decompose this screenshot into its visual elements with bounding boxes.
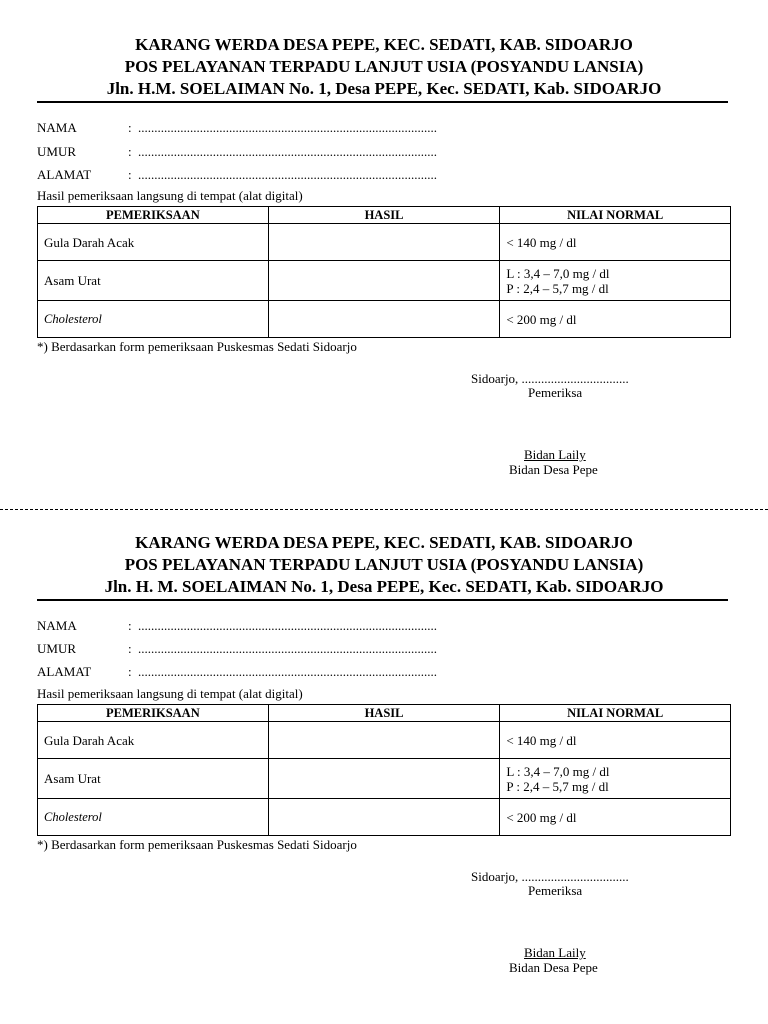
header-line-1: KARANG WERDA DESA PEPE, KEC. SEDATI, KAB. SIDOARJO [135,533,633,552]
normal-value [500,799,731,836]
field-blank: ............................................................................................ [138,167,437,182]
field-label: NAMA [37,120,77,135]
exam-result [268,799,500,836]
footnote: *) Berdasarkan form pemeriksaan Puskesmas Sedati Sidoarjo [37,339,357,354]
table-row [38,261,731,301]
table-row [38,722,731,759]
signature-role: Pemeriksa [528,883,583,898]
examination-form-2 [0,498,768,998]
exam-note: Hasil pemeriksaan langsung di tempat (alat digital) [37,188,303,203]
exam-name: Cholesterol [38,799,269,836]
field-colon: : [128,120,132,135]
signature-name: Bidan Laily [524,945,586,960]
field-colon: : [128,664,132,679]
exam-name: Gula Darah Acak [38,224,269,261]
table-header-row [38,207,731,224]
field-label: UMUR [37,144,77,159]
exam-note: Hasil pemeriksaan langsung di tempat (alat digital) [37,686,303,701]
exam-name: Asam Urat [38,261,269,301]
col-header-nilai-normal: NILAI NORMAL [500,207,731,224]
normal-line-female: P : 2,4 – 5,7 mg / dl [506,280,609,296]
exam-name: Asam Urat [38,759,269,799]
col-header-pemeriksaan: PEMERIKSAAN [38,207,269,224]
field-blank: ............................................................................................ [138,664,437,679]
normal-line: < 140 mg / dl [506,732,577,748]
signature-name: Bidan Laily [524,447,586,462]
normal-line: < 200 mg / dl [506,809,577,825]
col-header-nilai-normal: NILAI NORMAL [500,705,731,722]
col-header-pemeriksaan: PEMERIKSAAN [38,705,269,722]
header-divider [37,599,728,601]
header-line-1: KARANG WERDA DESA PEPE, KEC. SEDATI, KAB. SIDOARJO [135,35,633,54]
table-row [38,799,731,836]
col-header-hasil: HASIL [268,705,500,722]
header-divider [37,101,728,103]
signature-title: Bidan Desa Pepe [509,960,598,975]
col-header-hasil: HASIL [268,207,500,224]
table-row [38,759,731,799]
normal-line: < 140 mg / dl [506,234,577,250]
normal-value [500,261,731,301]
field-label: UMUR [37,641,77,656]
field-colon: : [128,618,132,633]
signature-title: Bidan Desa Pepe [509,462,598,477]
normal-line: < 200 mg / dl [506,311,577,327]
normal-line-female: P : 2,4 – 5,7 mg / dl [506,778,609,794]
field-label: ALAMAT [37,664,92,679]
field-label: ALAMAT [37,167,92,182]
field-blank: ............................................................................................ [138,618,437,633]
header-line-3: Jln. H. M. SOELAIMAN No. 1, Desa PEPE, Kec. SEDATI, Kab. SIDOARJO [104,577,664,596]
field-colon: : [128,167,132,182]
signature-place-date: Sidoarjo, ................................. [471,371,629,386]
header-line-2: POS PELAYANAN TERPADU LANJUT USIA (POSYANDU LANSIA) [124,555,644,574]
exam-result [268,759,500,799]
field-blank: ............................................................................................ [138,144,437,159]
normal-value [500,759,731,799]
table-header-row [38,705,731,722]
normal-line-male: L : 3,4 – 7,0 mg / dl [506,265,610,281]
examination-form-1 [0,0,768,500]
exam-result [268,224,500,261]
exam-name: Cholesterol [38,301,269,338]
signature-role: Pemeriksa [528,385,583,400]
field-colon: : [128,144,132,159]
exam-result [268,261,500,301]
exam-name: Gula Darah Acak [38,722,269,759]
normal-line-male: L : 3,4 – 7,0 mg / dl [506,763,610,779]
normal-value [500,301,731,338]
footnote: *) Berdasarkan form pemeriksaan Puskesmas Sedati Sidoarjo [37,837,357,852]
exam-result [268,301,500,338]
exam-table [37,206,731,338]
field-label: NAMA [37,618,77,633]
header-line-2: POS PELAYANAN TERPADU LANJUT USIA (POSYANDU LANSIA) [124,57,644,76]
field-blank: ............................................................................................ [138,641,437,656]
field-blank: ............................................................................................ [138,120,437,135]
table-row [38,224,731,261]
exam-table [37,704,731,836]
normal-value [500,722,731,759]
signature-place-date: Sidoarjo, ................................. [471,869,629,884]
normal-value [500,224,731,261]
field-colon: : [128,641,132,656]
table-row [38,301,731,338]
header-line-3: Jln. H.M. SOELAIMAN No. 1, Desa PEPE, Kec. SEDATI, Kab. SIDOARJO [106,79,662,98]
exam-result [268,722,500,759]
